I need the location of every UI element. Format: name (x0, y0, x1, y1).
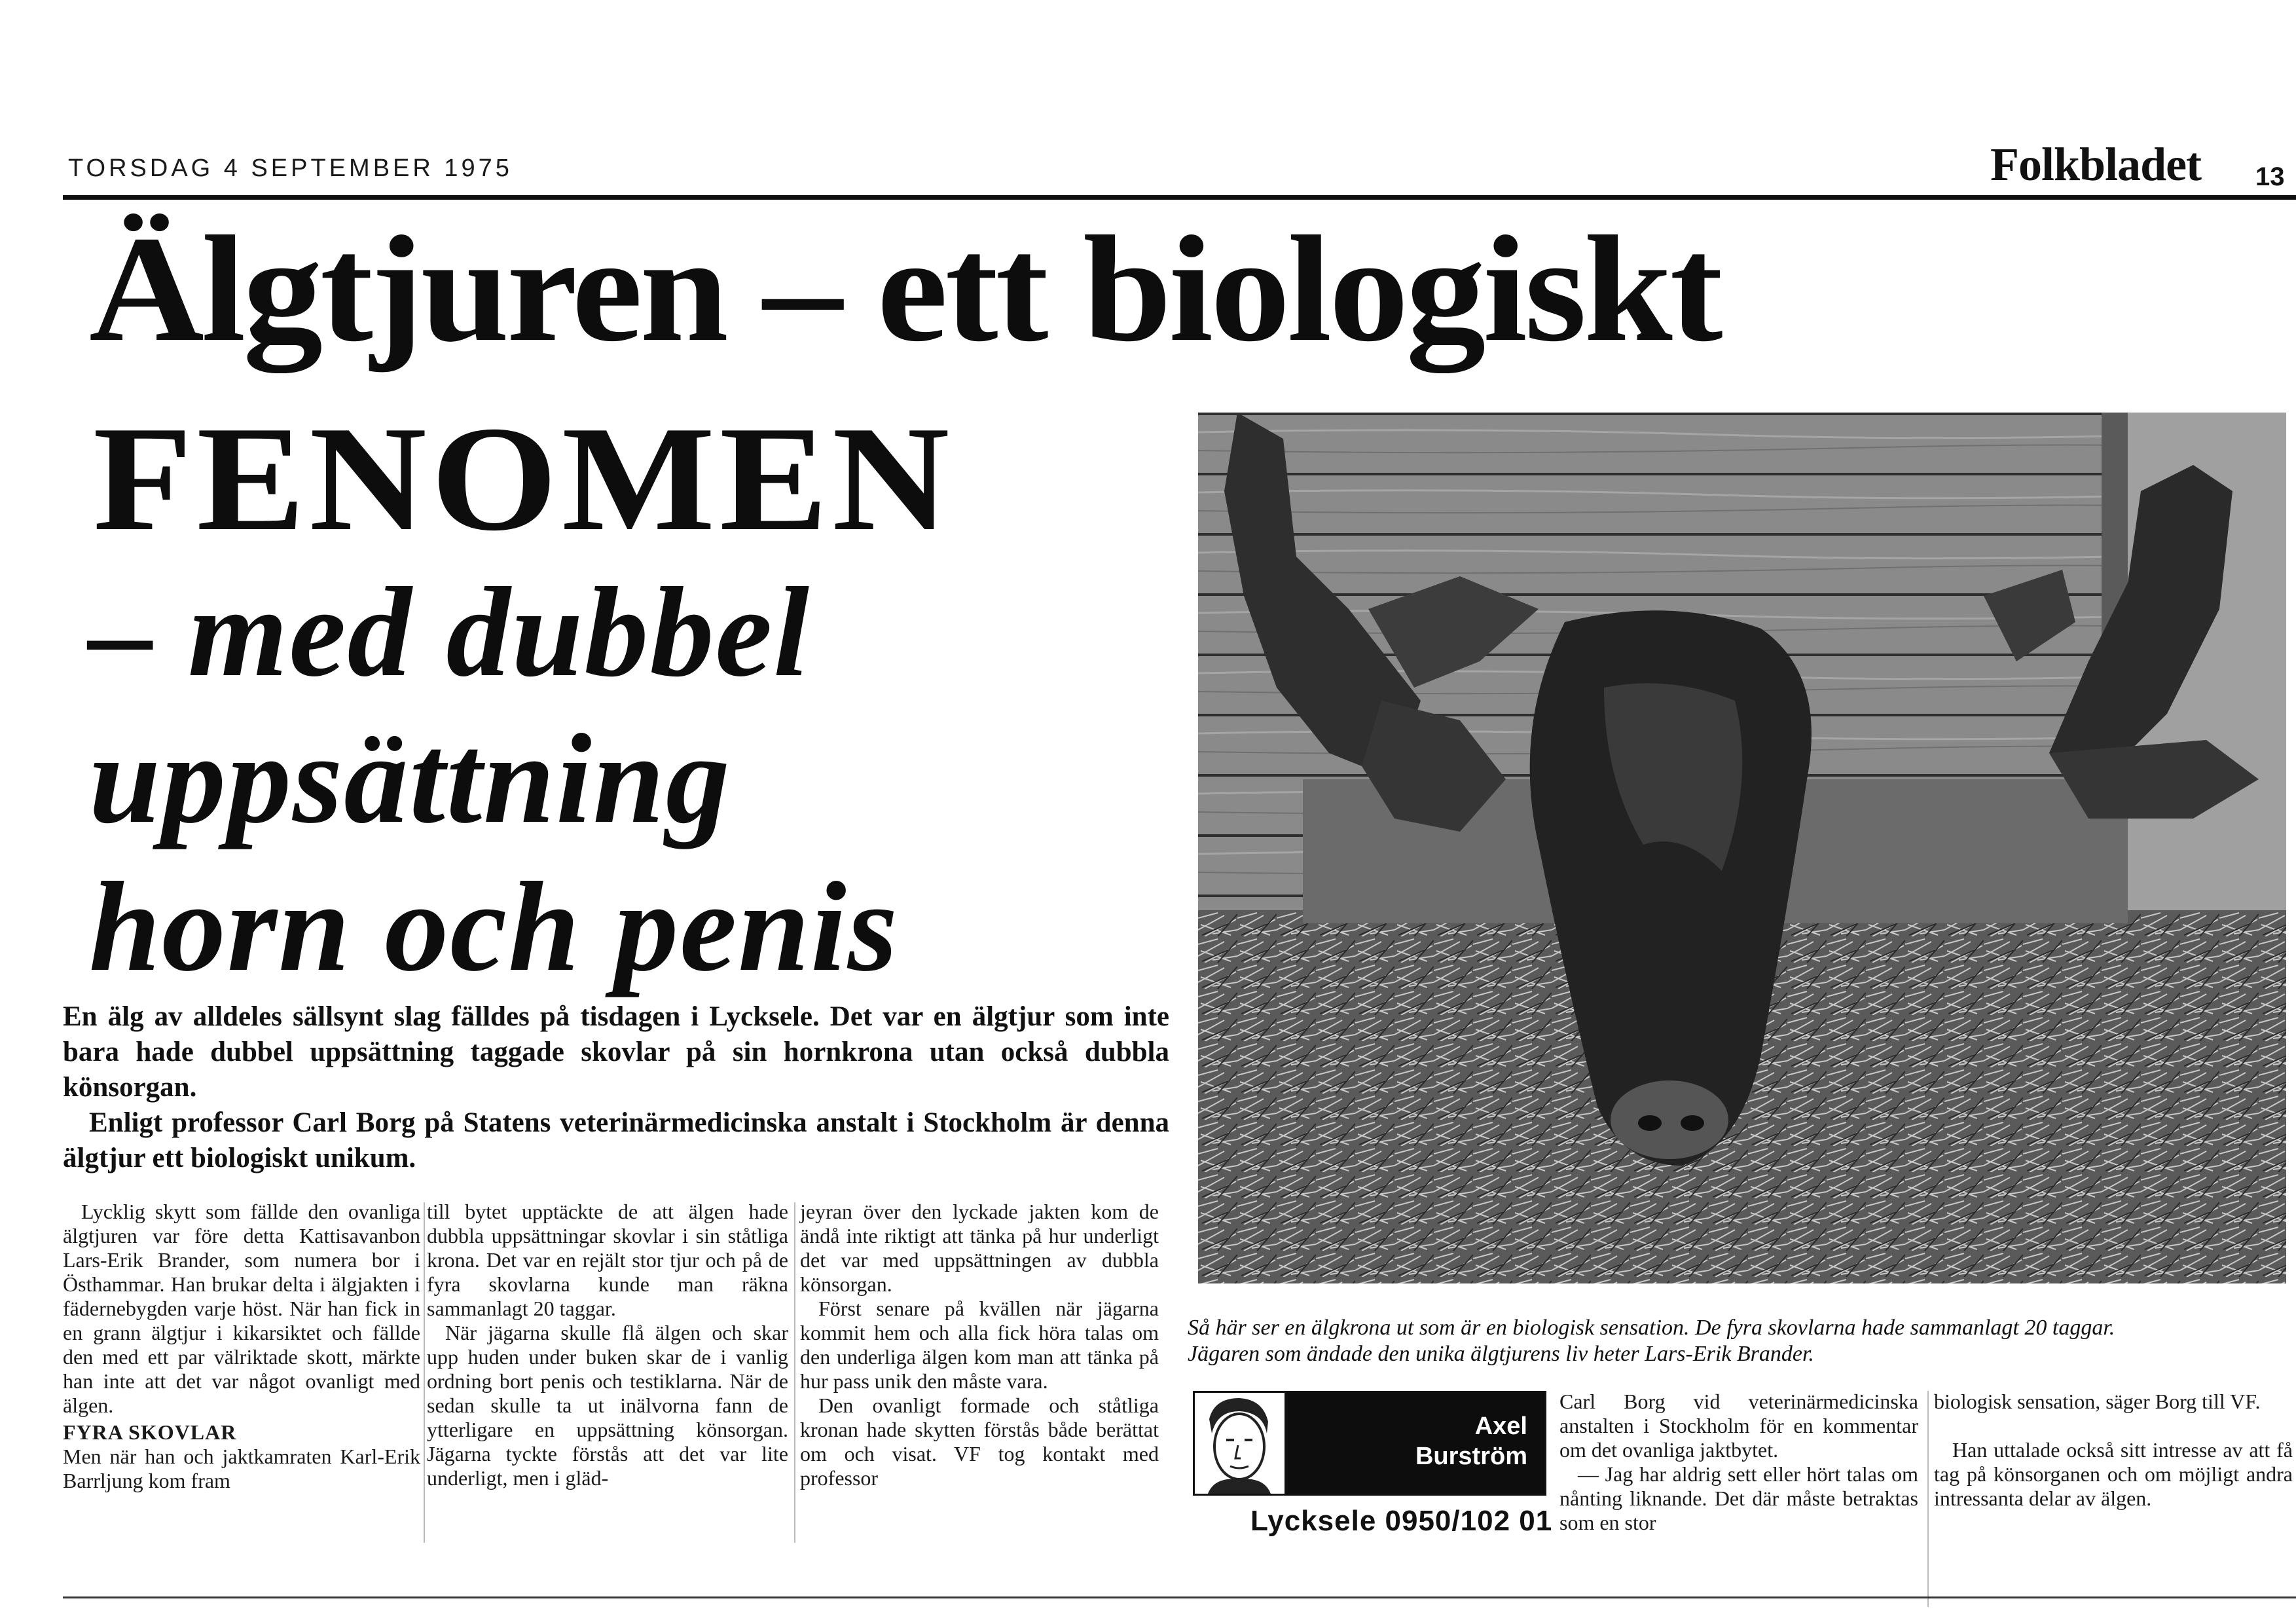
body-paragraph: — Jag har aldrig sett eller hört talas om nånting liknande. Det där måste betraktas som en stor (1559, 1462, 1918, 1534)
ingress-paragraph-2: Enligt professor Carl Borg på Statens veterinärmedicinska anstalt i Stockholm är denna älgtjur ett biologiskt unikum. (63, 1107, 1169, 1173)
reporter-byline-box (1193, 1391, 1546, 1496)
body-paragraph: Lycklig skytt som fällde den ovanliga älgtjuren var före detta Kattisavanbon Lars-Erik Brander, som numera bor i Östhammar. Han brukar delta i älgjakten i fädernebygden varje höst. När han fick in en grann älgtjur i kikarsiktet och fällde den med ett par välriktade skott, märkte han inte att det var något ovanligt med älgen. (63, 1200, 420, 1417)
body-paragraph: Men när han och jaktkamraten Karl-Erik Barrljung kom fram (63, 1445, 420, 1492)
headline-line-1: Älgtjuren – ett biologiskt (89, 205, 1721, 373)
body-paragraph: jeyran över den lyckade jakten kom de ändå inte riktigt att tänka på hur underligt det var med uppsättningen av dubbla könsorgan. (800, 1200, 1159, 1296)
body-paragraph: Först senare på kvällen när jägarna kommit hem och alla fick höra talas om den underliga älgen kom man att tänka på hur pass unik den måste vara. (800, 1297, 1159, 1393)
photo-caption (1188, 1315, 2294, 1367)
paper-name-logo: Folkbladet (1990, 138, 2202, 191)
column-rule (424, 1202, 425, 1543)
bottom-rule (63, 1596, 2296, 1598)
ingress-paragraph-1: En älg av alldeles sällsynt slag fälldes på tisdagen i Lycksele. Det var en älgtjur som inte bara hade dubbel uppsättning taggade skovlar på sin hornkrona utan också dubbla könsorgan. (63, 1001, 1169, 1103)
article-column-4 (1559, 1390, 1918, 1535)
headline-line-3: – med dubbel (89, 561, 811, 703)
body-paragraph: Carl Borg vid veterinärmedicinska anstalten i Stockholm för en kommentar om det ovanliga jaktbytet. (1559, 1390, 1918, 1462)
masthead-rule (63, 195, 2296, 200)
reporter-phone: Lycksele 0950/102 01 (1250, 1505, 1553, 1537)
moose-head-photo-art (1198, 413, 2286, 1283)
reporter-portrait-icon (1195, 1393, 1283, 1494)
reporter-name (1286, 1393, 1544, 1494)
body-paragraph: Den ovanligt formade och ståtliga kronan hade skytten förstås både berättat om och visat. VF tog kontakt med professor (800, 1393, 1159, 1490)
body-paragraph: biologisk sensation, säger Borg till VF. (1934, 1390, 2261, 1413)
article-column-2 (427, 1200, 788, 1490)
article-ingress (63, 999, 1169, 1176)
column-rule (1927, 1391, 1929, 1607)
reporter-first-name: Axel (1474, 1412, 1527, 1440)
dateline: TORSDAG 4 SEPTEMBER 1975 (68, 155, 513, 182)
reporter-last-name: Burström (1415, 1443, 1527, 1470)
page-number: 13 (2255, 162, 2285, 191)
headline-line-4: uppsättning (89, 708, 731, 850)
caption-line-1: Så här ser en älgkrona ut som är en biologisk sensation. De fyra skovlarna hade sammanlagt 20 taggar. (1188, 1316, 2115, 1340)
article-column-1 (63, 1200, 420, 1493)
body-paragraph: till bytet upptäckte de att älgen hade dubbla uppsättningar skovlar i sin ståtliga krona. Det var en rejält stor tjur och på de fyra skovlarna kunde man räkna sammanlagt 20 taggar. (427, 1200, 788, 1320)
column-rule (794, 1202, 795, 1543)
caption-line-2: Jägaren som ändade den unika älgtjurens liv heter Lars-Erik Brander. (1188, 1342, 1814, 1366)
body-paragraph: När jägarna skulle flå älgen och skar upp huden under buken skar de i vanlig ordning bort penis och testiklarna. När de sedan skulle ta ut inälvorna fann de ytterligare en uppsättning könsorgan. Jägarna tyckte förstås att det var lite underligt, men i gläd- (427, 1321, 788, 1490)
subheading: FYRA SKOVLAR (63, 1420, 237, 1444)
headline-line-2: FENOMEN (93, 395, 954, 562)
reporter-portrait (1195, 1393, 1286, 1494)
moose-head-photo (1198, 413, 2286, 1283)
article-column-3 (800, 1200, 1159, 1490)
headline-line-5: horn och penis (89, 856, 900, 998)
article-column-5 (1934, 1390, 2293, 1511)
body-paragraph: Han uttalade också sitt intresse av att få tag på könsorganen och om möjligt andra intressanta delar av älgen. (1934, 1438, 2293, 1510)
